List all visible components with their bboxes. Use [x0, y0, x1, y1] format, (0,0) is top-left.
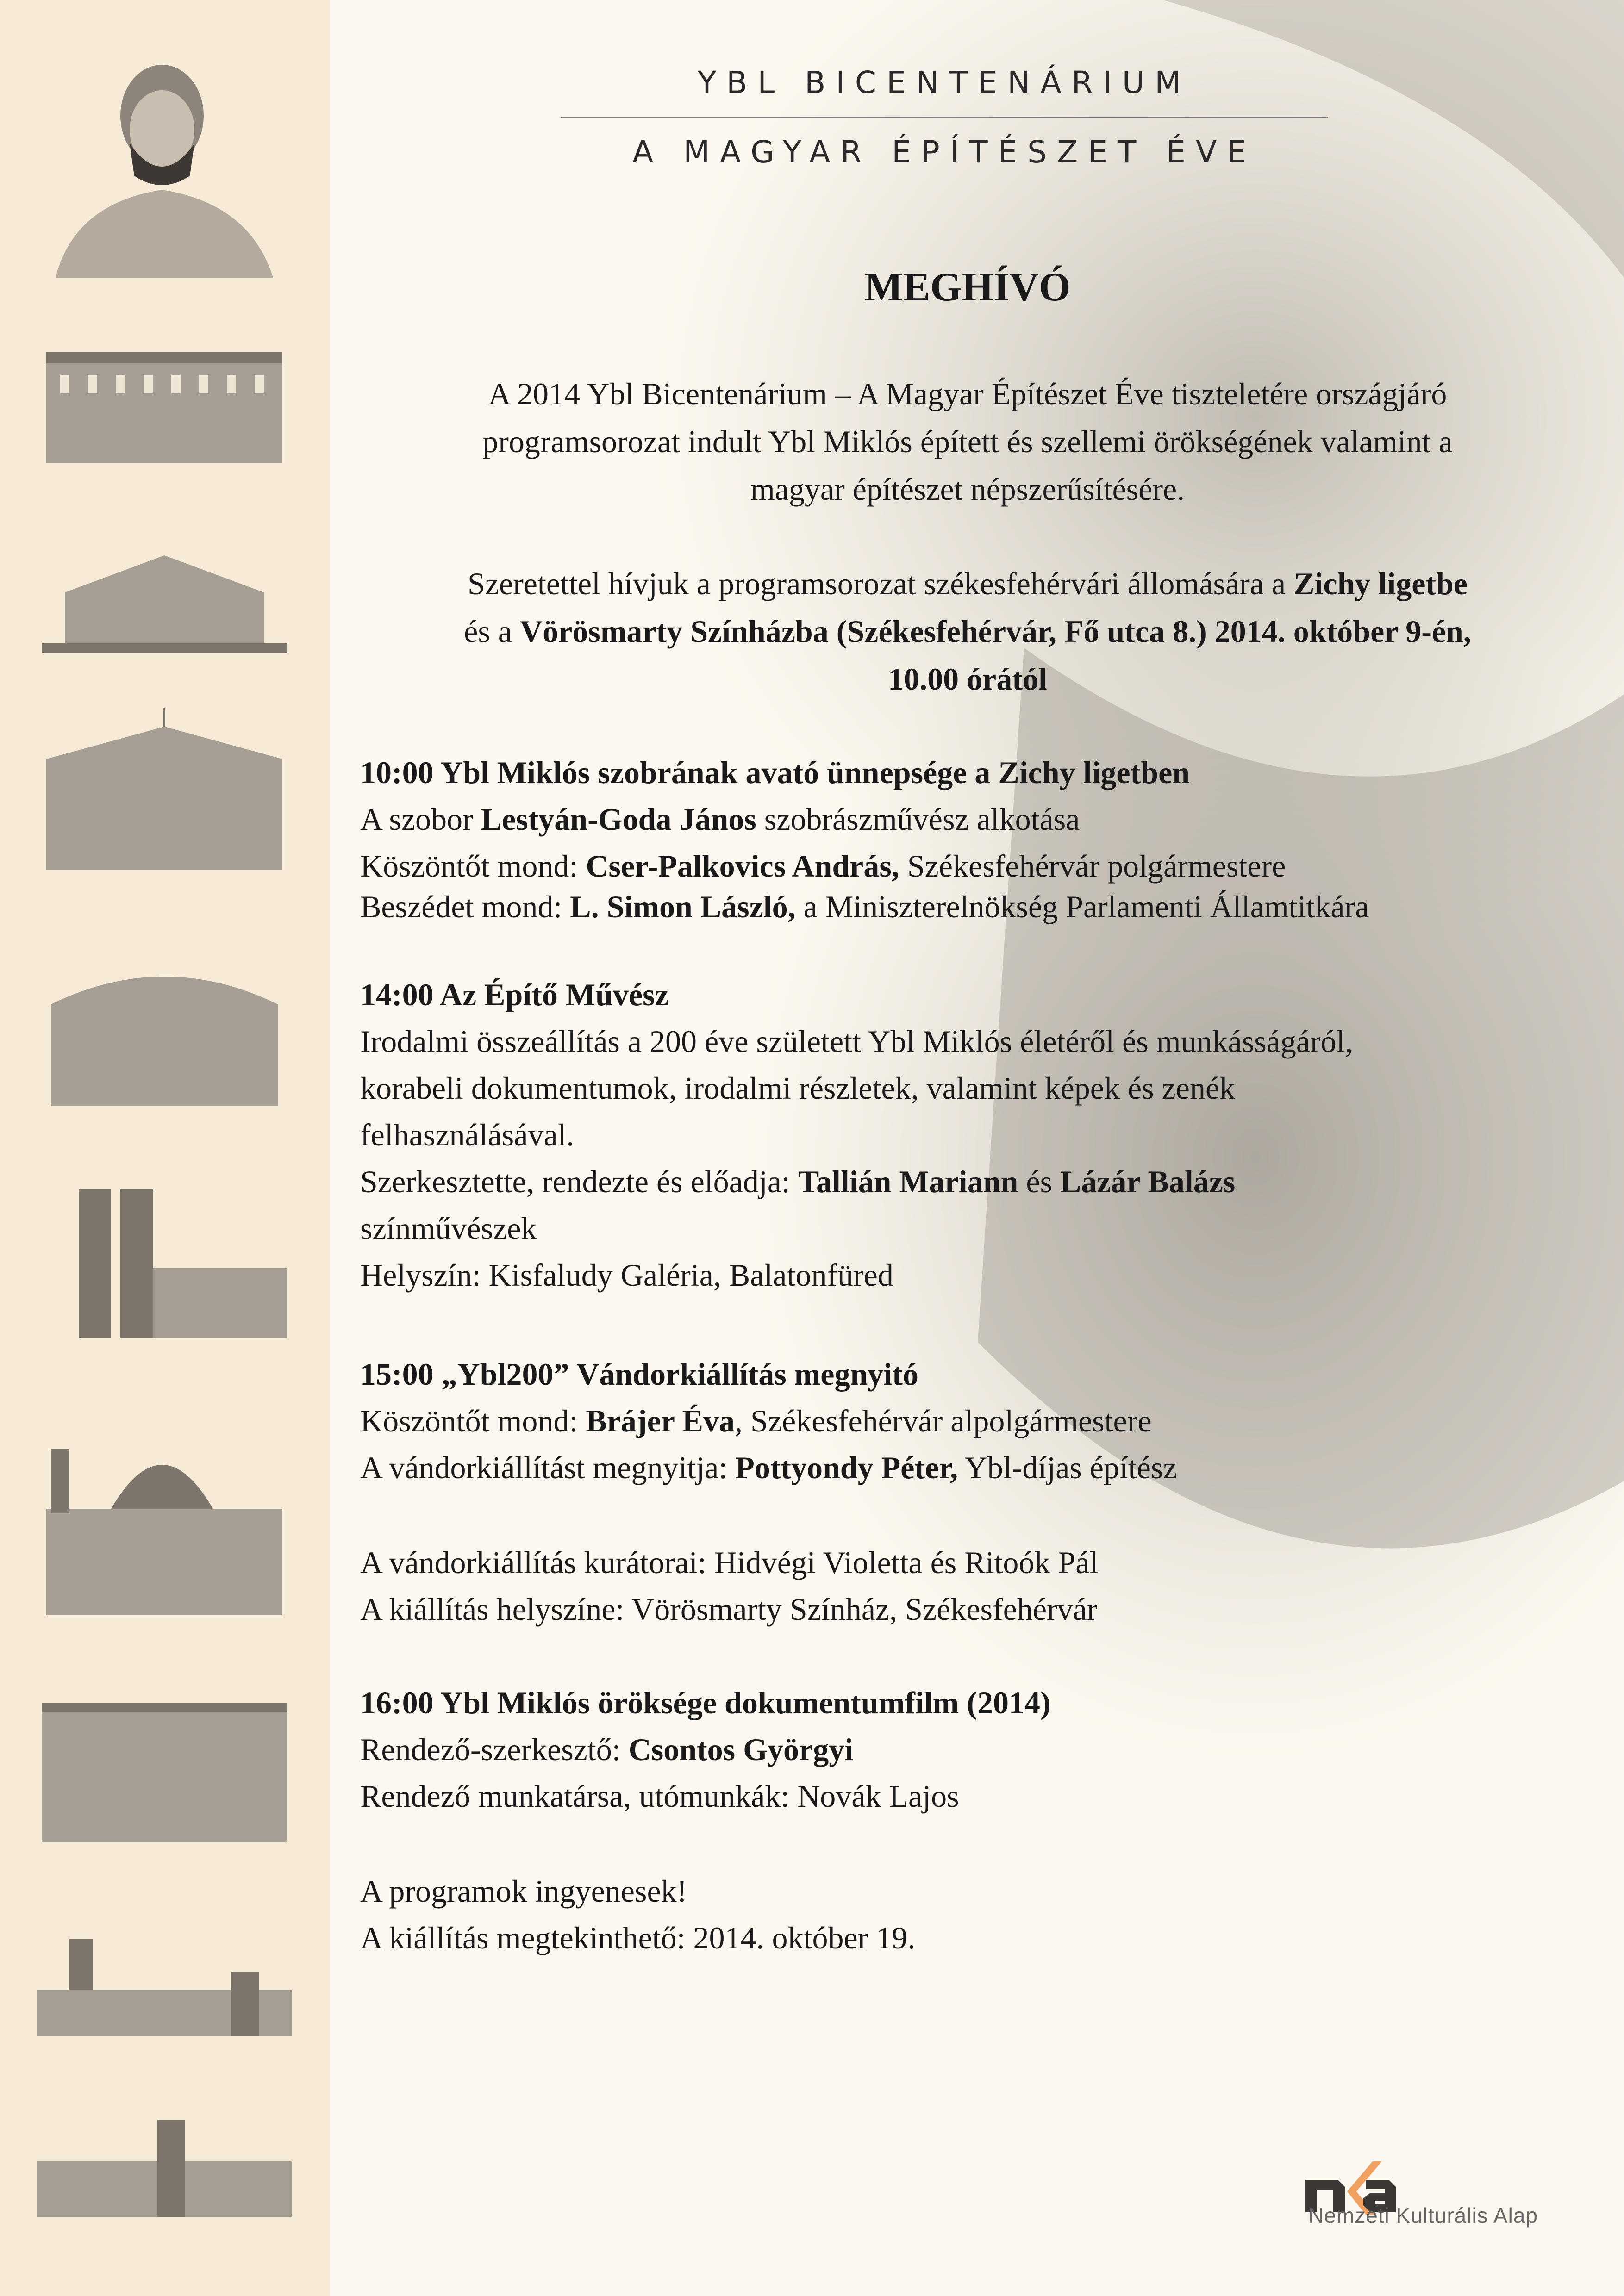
text: A programok ingyenesek! [360, 1873, 687, 1909]
bold-text: 10.00 órától [888, 661, 1047, 697]
header-divider [561, 117, 1328, 118]
body-line [360, 1920, 915, 1956]
text: színművészek [360, 1211, 537, 1246]
bold-text: 14:00 Az Építő Művész [360, 977, 669, 1012]
body-line [360, 977, 669, 1013]
text: Rendező munkatársa, utómunkák: Novák Lajos [360, 1779, 959, 1814]
body-line [360, 1685, 1051, 1721]
body-line [360, 1544, 1098, 1581]
intro-line [343, 560, 1593, 608]
bold-text: Cser-Palkovics András, [586, 848, 899, 884]
body-line [360, 1023, 1353, 1060]
text: felhasználásával. [360, 1117, 575, 1152]
building-illustration [37, 949, 292, 1111]
text: Irodalmi összeállítás a 200 éve született Ybl Miklós életéről és munkásságáról, [360, 1024, 1353, 1059]
text: magyar építészet népszerűsítésére. [750, 472, 1185, 507]
bold-text: Brájer Éva [586, 1403, 735, 1438]
body-line [360, 1164, 1235, 1200]
text: Beszédet mond: [360, 889, 570, 924]
bold-text: Vörösmarty Színházba (Székesfehérvár, Fő utca 8.) 2014. október 9-én, [519, 614, 1471, 649]
body-line [360, 1257, 893, 1294]
bold-text: Zichy ligetbe [1293, 566, 1468, 601]
text: szobrászművész alkotása [756, 802, 1080, 837]
building-illustration [37, 342, 292, 467]
body-line [360, 848, 1286, 884]
bold-text: Lázár Balázs [1060, 1164, 1236, 1199]
text: és [1018, 1164, 1060, 1199]
text: , Székesfehérvár alpolgármestere [735, 1403, 1152, 1438]
ybl-portrait-image [37, 37, 292, 278]
body-line [360, 1356, 918, 1393]
intro-line [343, 370, 1593, 418]
bold-text: Csontos Györgyi [628, 1732, 854, 1767]
bold-text: 16:00 Ybl Miklós öröksége dokumentumfilm (2014) [360, 1685, 1051, 1720]
body-line [360, 1403, 1152, 1439]
church-illustration [37, 1176, 292, 1342]
text: programsorozat indult Ybl Miklós épített és szellemi örökségének valamint a [482, 424, 1453, 459]
body-line [360, 889, 1369, 925]
text: A vándorkiállítás kurátorai: Hidvégi Violetta és Ritoók Pál [360, 1545, 1099, 1580]
text: Ybl-díjas építész [958, 1450, 1177, 1485]
intro-line [343, 418, 1593, 466]
station-illustration [37, 2110, 292, 2221]
bold-text: L. Simon László, [570, 889, 796, 924]
text: Köszöntőt mond: [360, 1403, 586, 1438]
header-subtitle: A MAGYAR ÉPÍTÉSZET ÉVE [632, 134, 1256, 170]
text: Szeretettel hívjuk a programsorozat székesfehérvári állomására a [467, 566, 1294, 601]
body-line [360, 1873, 687, 1910]
text: A kiállítás helyszíne: Vörösmarty Színház, Székesfehérvár [360, 1592, 1098, 1627]
text: Székesfehérvár polgármestere [899, 848, 1286, 884]
body-line [360, 1591, 1098, 1628]
text: A kiállítás megtekinthető: 2014. október 19. [360, 1920, 916, 1955]
text: A vándorkiállítást megnyitja: [360, 1450, 736, 1485]
text: Köszöntőt mond: [360, 848, 586, 884]
body-line [360, 1450, 1177, 1486]
text: Helyszín: Kisfaludy Galéria, Balatonfüred [360, 1257, 893, 1293]
bold-text: Lestyán-Goda János [481, 802, 756, 837]
bold-text: 15:00 „Ybl200” Vándorkiállítás megnyitó [360, 1356, 918, 1392]
bold-text: Pottyondy Péter, [735, 1450, 958, 1485]
body-line [360, 1731, 853, 1768]
intro-line [343, 608, 1593, 655]
building-illustration [37, 1694, 292, 1847]
building-illustration [37, 1930, 292, 2041]
intro-line [343, 466, 1593, 513]
text: Szerkesztette, rendezte és előadja: [360, 1164, 798, 1199]
bold-text: Tallián Mariann [798, 1164, 1018, 1199]
text: és a [464, 614, 520, 649]
body-line [360, 1210, 537, 1247]
sidebar-illustrations [0, 0, 330, 2296]
body-line [360, 1117, 575, 1153]
building-illustration [37, 537, 292, 662]
body-line [360, 754, 1190, 791]
intro-line [343, 655, 1593, 703]
invitation-title: MEGHÍVÓ [864, 265, 1071, 310]
body-line [360, 801, 1080, 838]
nka-logo-text: Nemzeti Kulturális Alap [1308, 2203, 1538, 2228]
text: Rendező-szerkesztő: [360, 1732, 629, 1767]
text: a Miniszterelnökség Parlamenti Államtitkára [795, 889, 1369, 924]
building-illustration [37, 708, 292, 875]
text: korabeli dokumentumok, irodalmi részletek, valamint képek és zenék [360, 1070, 1236, 1106]
basilica-illustration [37, 1393, 292, 1620]
body-line [360, 1778, 959, 1815]
bold-text: 10:00 Ybl Miklós szobrának avató ünnepsége a Zichy ligetben [360, 755, 1190, 790]
body-line [360, 1070, 1235, 1107]
text: A 2014 Ybl Bicentenárium – A Magyar Építészet Éve tiszteletére országjáró [488, 376, 1447, 411]
header-title: YBL BICENTENÁRIUM [697, 65, 1192, 100]
text: A szobor [360, 802, 481, 837]
